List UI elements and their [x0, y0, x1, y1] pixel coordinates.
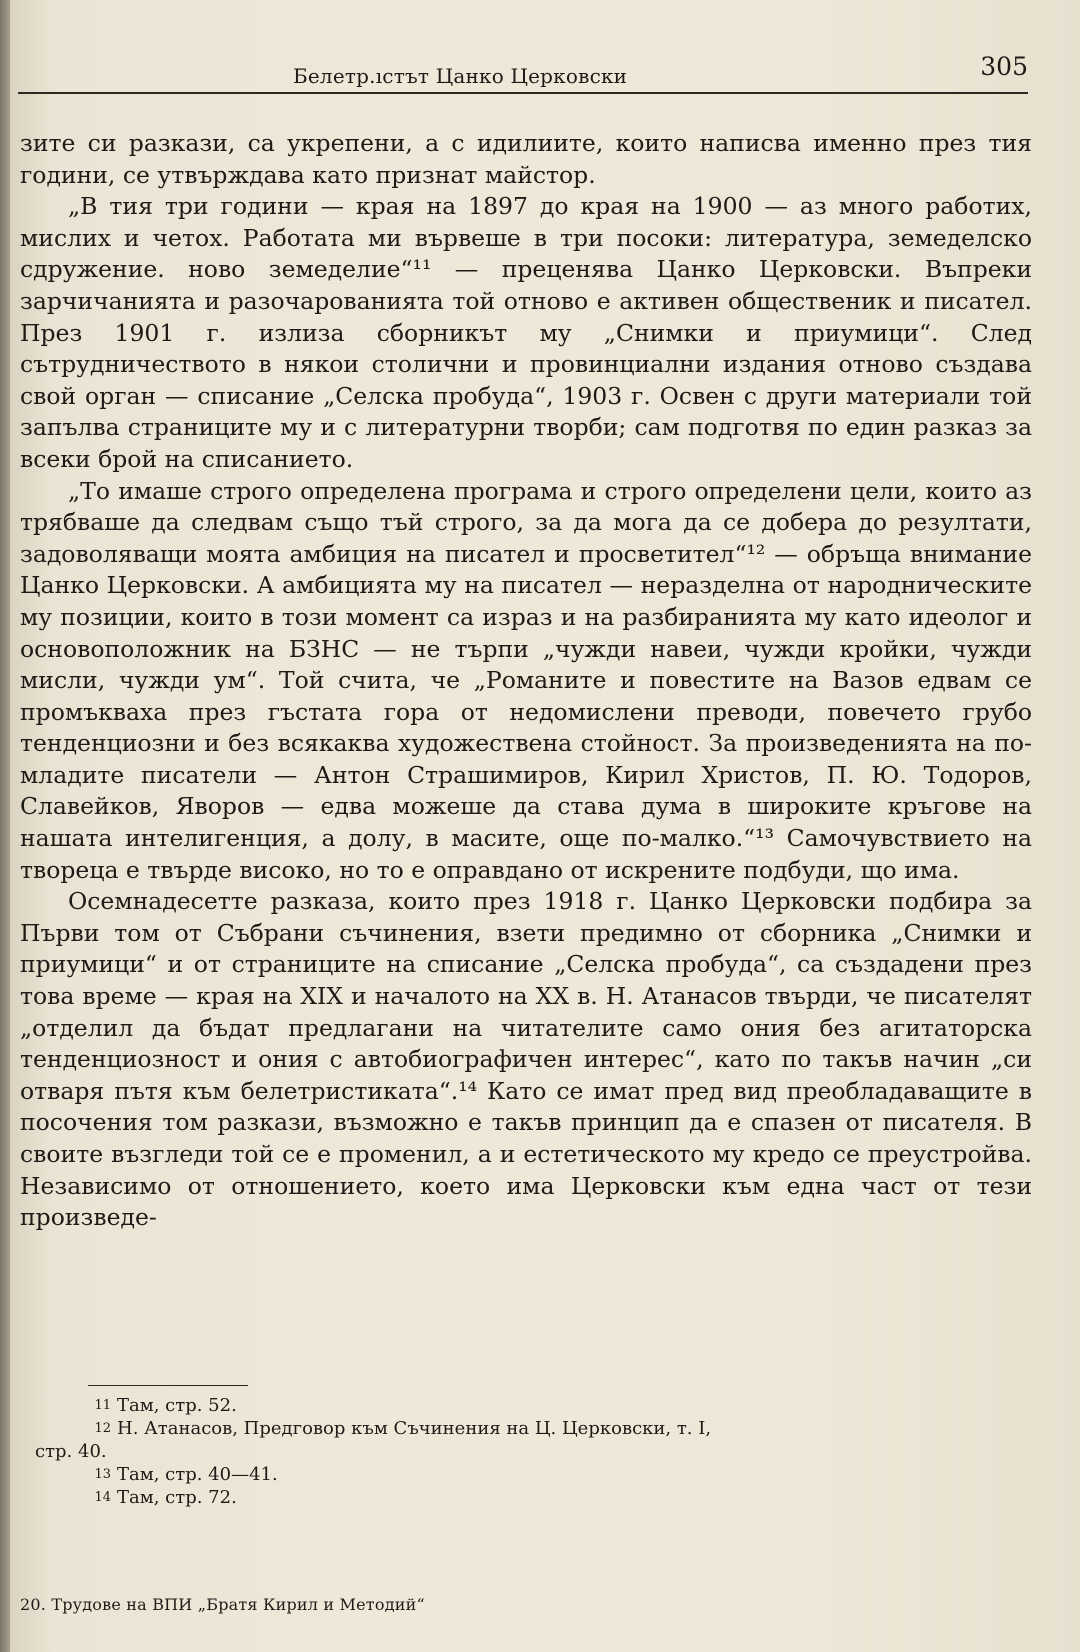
footnote-label: 13	[94, 1467, 111, 1482]
footnote-12-continuation	[35, 1440, 1032, 1463]
paragraph-4: Осемнадесетте разказа, които през 1918 г. Цанко Церковски подбира за Първи том от Събрани съчинения, взети предимно от сборника „Снимки и приумици“ и от страниците на списание „Селска пробуда“, са създадени през това време — края на XIX и началото на XX в. Н. Атанасов твърди, че писателят „отделил да бъдат предлагани на читателите само ония без агитаторска тенденциозност и ония с автобиографичен интерес“, като по такъв начин „си отваря пътя към белетристиката“.¹⁴ Като се имат пред вид преобладаващите в посочения том разкази, възможно е такъв принцип да е спазен от писателя. В своите възгледи той се е променил, а и естетическото му кредо се преустройва. Независимо от отношението, което има Церковски към една част от тези произведе-	[20, 887, 1032, 1232]
sheet-signature: 20. Трудове на ВПИ „Братя Кирил и Методий“	[20, 1595, 425, 1614]
footnote-text: Там, стр. 52.	[117, 1395, 237, 1416]
footnote-12	[35, 1417, 1032, 1440]
footnote-separator	[88, 1385, 248, 1386]
header-rule	[18, 92, 1028, 94]
main-text	[20, 128, 1032, 1234]
footnote-text: Там, стр. 72.	[117, 1487, 237, 1508]
paragraph-2: „В тия три години — края на 1897 до края на 1900 — аз много работих, мислих и четох. Работата ми вървеше в три посоки: литература, земеделско сдружение. ново земеделие“¹¹ — преценява Цанко Церковски. Въпреки зарчичанията и разочарованията той отново е активен общественик и писател. През 1901 г. излиза сборникът му „Снимки и приумици“. След сътрудничеството в някои столични и провинциални издания отново създава свой орган — списание „Селска пробуда“, 1903 г. Освен с други материали той запълва страниците му и с литературни творби; сам подготвя по един разказ за всеки брой на списанието.	[20, 192, 1032, 473]
footnote-14	[35, 1486, 1032, 1509]
footnote-label: 11	[94, 1398, 111, 1413]
page-number: 305	[980, 52, 1028, 81]
footnote-label: 12	[94, 1421, 111, 1436]
paragraph-1: зите си разкази, са укрепени, а с идилиите, които написва именно през тия години, се утвърждава като признат майстор.	[20, 129, 1032, 189]
running-title: Белетр.ıстът Цанко Церковски	[293, 64, 628, 88]
footnote-text: Там, стр. 40—41.	[117, 1464, 278, 1485]
footnotes	[35, 1394, 1032, 1509]
page-spine-shadow	[0, 0, 10, 1652]
footnote-13	[35, 1463, 1032, 1486]
footnote-text: стр. 40.	[35, 1441, 107, 1462]
paragraph-3: „То имаше строго определена програма и строго определени цели, които аз трябваше да следвам също тъй строго, за да мога да се добера до резултати, задоволяващи моята амбиция на писател и просветител“¹² — обръща внимание Цанко Церковски. А амбицията му на писател — неразделна от народническите му позиции, които в този момент са израз и на разбиранията му като идеолог и основоположник на БЗНС — не търпи „чужди навеи, чужди кройки, чужди мисли, чужди ум“. Той счита, че „Романите и повестите на Вазов едвам се промъкваха през гъстата гора от недомислени преводи, повечето грубо тенденциозни и без всякаква художествена стойност. За произведенията на по-младите писатели — Антон Страшимиров, Кирил Христов, П. Ю. Тодоров, Славейков, Яворов — едва можеше да става дума в широките кръгове на нашата интелигенция, а долу, в масите, още по-малко.“¹³ Самочувствието на твореца е твърде високо, но то е оправдано от искрените подбуди, що има.	[20, 476, 1032, 884]
footnote-text: Н. Атанасов, Предговор към Съчинения на Ц. Церковски, т. I,	[117, 1418, 712, 1439]
running-head	[18, 52, 1028, 94]
footnote-label: 14	[94, 1490, 111, 1505]
footnote-11	[35, 1394, 1032, 1417]
